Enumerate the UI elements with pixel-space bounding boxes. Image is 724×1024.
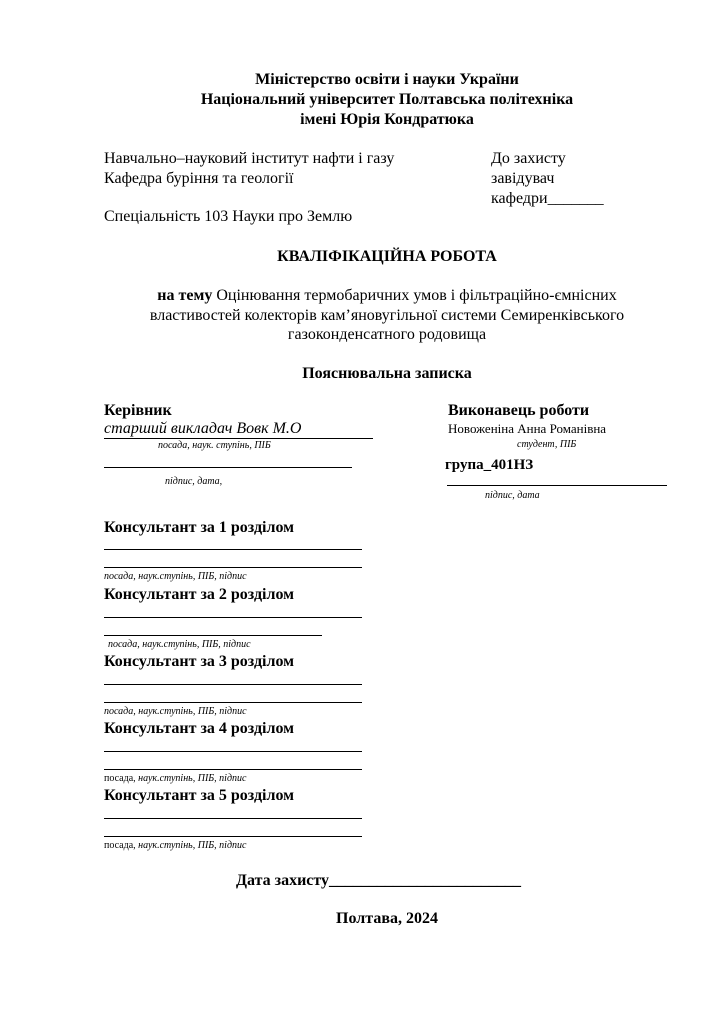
defense-date: Дата захисту________________________ xyxy=(236,872,522,889)
executor-caption: студент, ПІБ xyxy=(517,439,577,450)
consultant-1-caption: посада, наук.ступінь, ПІБ, підпис xyxy=(104,571,247,582)
approval-line-1: До захисту xyxy=(491,150,566,167)
city-year: Полтава, 2024 xyxy=(336,910,438,927)
consultant-4-caption-rest: наук.ступінь, ПІБ, підпис xyxy=(138,773,247,784)
supervisor-name xyxy=(104,419,373,439)
executor-signature-line xyxy=(447,485,667,486)
university-name-suffix: імені Юрія Кондратюка xyxy=(300,111,474,128)
consultant-5-heading: Консультант за 5 розділом xyxy=(104,787,295,804)
document-title: Пояснювальна записка xyxy=(302,365,472,382)
consultant-5-caption-rest: наук.ступінь, ПІБ, підпис xyxy=(138,840,247,851)
executor-signature-caption: підпис, дата xyxy=(485,490,540,501)
approval-line-2: завідувач xyxy=(491,170,555,187)
topic-text-1: Оцінювання термобаричних умов і фільтраційно-ємнісних xyxy=(216,287,617,304)
consultant-4-line-2 xyxy=(104,769,362,770)
supervisor-heading: Керівник xyxy=(104,402,172,419)
ministry-title: Міністерство освіти і науки України xyxy=(255,71,519,88)
supervisor-signature-caption: підпис, дата, xyxy=(165,476,223,487)
topic-label: на тему xyxy=(157,287,213,304)
consultant-5-line-2 xyxy=(104,836,362,837)
supervisor-value: старший викладач Вовк М.О xyxy=(104,419,373,439)
consultant-2-caption: посада, наук.ступінь, ПІБ, підпис xyxy=(108,639,251,650)
supervisor-signature-line xyxy=(104,467,352,468)
consultant-1-heading: Консультант за 1 розділом xyxy=(104,519,295,536)
consultant-4-heading: Консультант за 4 розділом xyxy=(104,720,295,737)
topic-line-2: властивостей колекторів кам’яновугільної системи Семиренківського xyxy=(149,307,625,324)
consultant-3-caption: посада, наук.ступінь, ПІБ, підпис xyxy=(104,706,247,717)
university-title: Національний університет Полтавська політехніка xyxy=(200,91,574,108)
consultant-2-line-2 xyxy=(104,635,322,636)
consultant-4-caption-prefix: посада, xyxy=(104,773,139,784)
supervisor-caption: посада, наук. ступінь, ПІБ xyxy=(158,440,271,451)
work-type-title: КВАЛІФІКАЦІЙНА РОБОТА xyxy=(277,248,497,265)
consultant-4-line-1 xyxy=(104,751,362,752)
executor-heading: Виконавець роботи xyxy=(448,402,590,419)
consultant-1-line-2 xyxy=(104,567,362,568)
department-name: Кафедра буріння та геології xyxy=(104,170,294,187)
consultant-5-line-1 xyxy=(104,818,362,819)
consultant-1-line-1 xyxy=(104,549,362,550)
consultant-2-line-1 xyxy=(104,617,362,618)
executor-group: група_401НЗ xyxy=(445,457,534,473)
consultant-2-heading: Консультант за 2 розділом xyxy=(104,586,295,603)
specialty: Спеціальність 103 Науки про Землю xyxy=(104,208,353,225)
consultant-5-caption-prefix: посада, xyxy=(104,840,139,851)
consultant-5-caption xyxy=(104,840,246,852)
topic-line-3: газоконденсатного родовища xyxy=(287,326,487,343)
consultant-3-line-1 xyxy=(104,684,362,685)
consultant-4-caption xyxy=(104,773,246,785)
approval-line-3: кафедри_______ xyxy=(491,190,604,207)
consultant-3-heading: Консультант за 3 розділом xyxy=(104,653,295,670)
institute-name: Навчально–науковий інститут нафти і газу xyxy=(104,150,395,167)
executor-name: Новоженіна Анна Романівна xyxy=(448,421,607,436)
consultant-3-line-2 xyxy=(104,702,362,703)
topic-line-1 xyxy=(0,286,724,305)
